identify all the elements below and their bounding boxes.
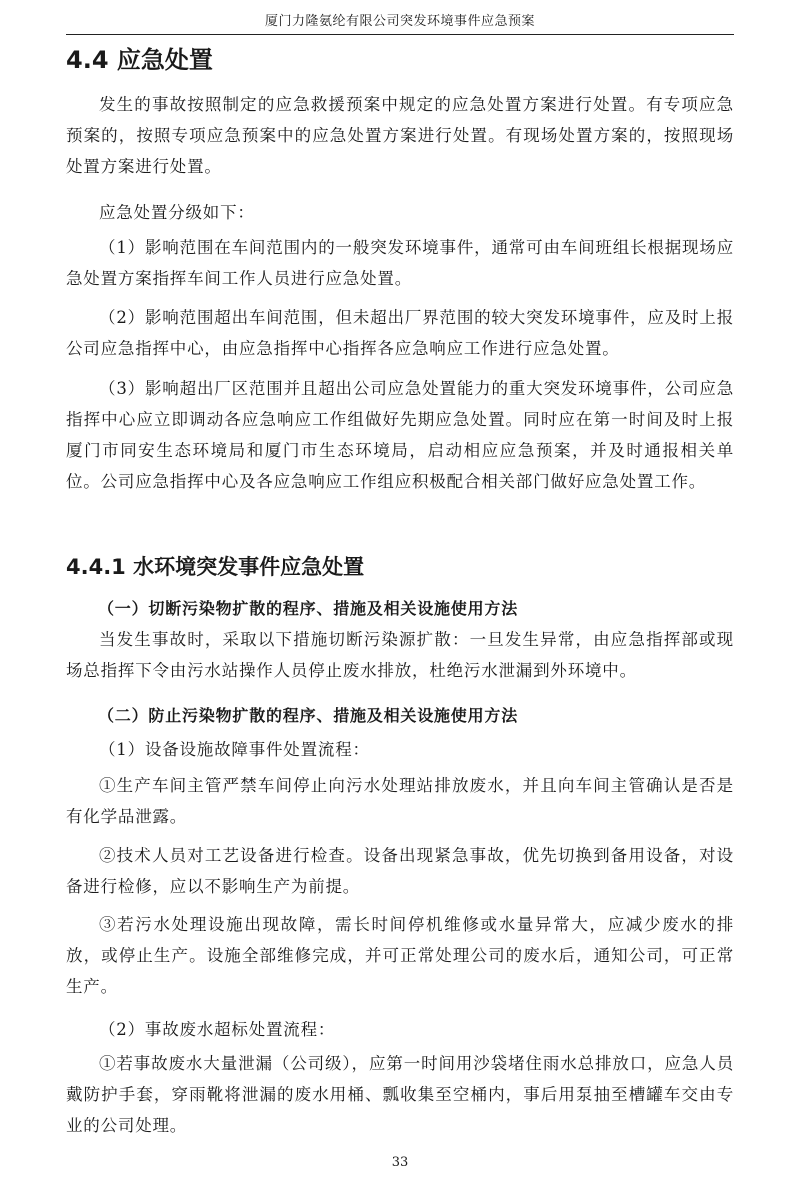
section-heading: 4.4 应急处置 [66, 46, 213, 74]
running-header: 厦门力隆氨纶有限公司突发环境事件应急预案 [66, 10, 734, 35]
body-paragraph-4: ②技术人员对工艺设备进行检查。设备出现紧急事故，优先切换到备用设备，对设备进行检修，应以不影响生产为前提。 [66, 846, 734, 896]
page-number: 33 [391, 1155, 409, 1170]
intro-paragraph-3: （1）影响范围在车间范围内的一般突发环境事件，通常可由车间班组长根据现场应急处置方案指挥车间工作人员进行应急处置。 [66, 238, 734, 288]
intro-paragraph-1: 发生的事故按照制定的应急救援预案中规定的应急处置方案进行处置。有专项应急预案的，按照专项应急预案中的应急处置方案进行处置。有现场处置方案的，按照现场处置方案进行处置。 [66, 95, 734, 176]
body-paragraph-3: ①生产车间主管严禁车间停止向污水处理站排放废水，并且向车间主管确认是否是有化学品泄露。 [66, 776, 734, 826]
subsection-heading: 4.4.1 水环境突发事件应急处置 [66, 555, 365, 579]
intro-paragraph-4: （2）影响范围超出车间范围，但未超出厂界范围的较大突发环境事件，应及时上报公司应急指挥中心，由应急指挥中心指挥各应急响应工作进行应急处置。 [66, 308, 734, 358]
body-paragraph-1: 当发生事故时，采取以下措施切断污染源扩散：一旦发生异常，由应急指挥部或现场总指挥下令由污水站操作人员停止废水排放，杜绝污水泄漏到外环境中。 [66, 630, 734, 680]
body-heading-2: （二）防止污染物扩散的程序、措施及相关设施使用方法 [98, 706, 519, 725]
body-heading-1: （一）切断污染物扩散的程序、措施及相关设施使用方法 [98, 599, 519, 618]
body-paragraph-5: ③若污水处理设施出现故障，需长时间停机维修或水量异常大，应减少废水的排放，或停止生产。设施全部维修完成，并可正常处理公司的废水后，通知公司，可正常生产。 [66, 915, 734, 996]
body-paragraph-2: （1）设备设施故障事件处置流程： [99, 740, 370, 759]
body-paragraph-6: （2）事故废水超标处置流程： [99, 1020, 336, 1039]
body-paragraph-7: ①若事故废水大量泄漏（公司级），应第一时间用沙袋堵住雨水总排放口，应急人员戴防护手套，穿雨靴将泄漏的废水用桶、瓢收集至空桶内，事后用泵抽至槽罐车交由专业的公司处理。 [66, 1054, 734, 1135]
intro-paragraph-2: 应急处置分级如下： [99, 203, 255, 222]
intro-paragraph-5: （3）影响超出厂区范围并且超出公司应急处置能力的重大突发环境事件，公司应急指挥中心应立即调动各应急响应工作组做好先期应急处置。同时应在第一时间及时上报厦门市同安生态环境局和厦门市生态环境局，启动相应应急预案，并及时通报相关单位。公司应急指挥中心及各应急响应工作组应积极配合相关部门做好应急处置工作。 [66, 379, 734, 491]
